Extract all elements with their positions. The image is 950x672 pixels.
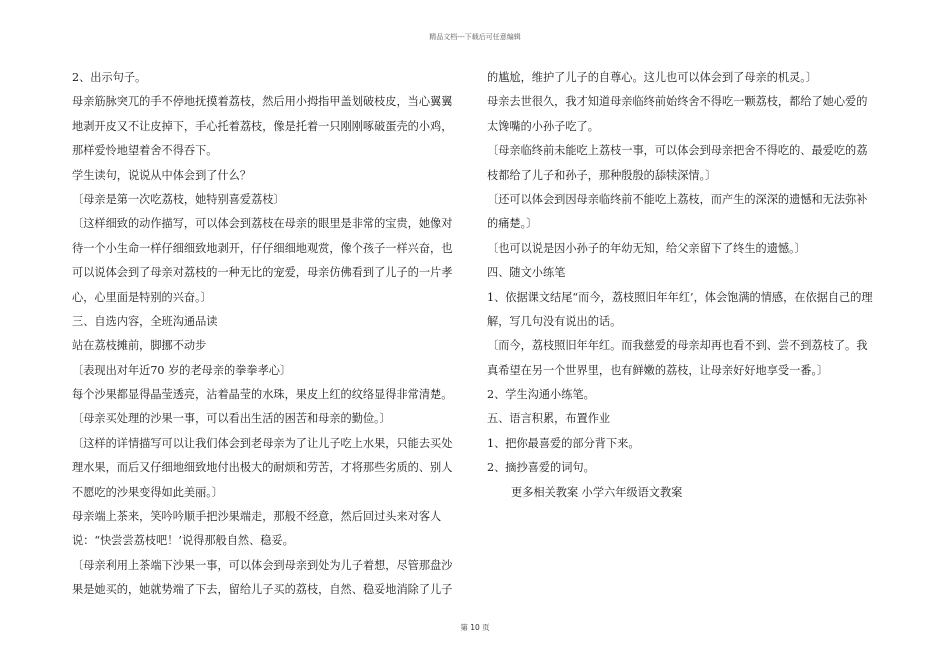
text-line: 五、语言积累，布置作业 [487,412,611,426]
text-line: 〔母亲利用上茶端下沙果一事，可以体会到母亲到处为儿子着想，尽管那盘沙 [72,558,453,572]
page-header: 精品文档---下载后可任意编辑 [429,33,521,41]
text-line: 母亲筋脉突兀的手不停地抚摸着荔枝，然后用小拇指甲盖划破枝皮，当心翼翼 [72,95,453,109]
text-line: 的痛楚。〕 [487,217,538,231]
text-line: 〔而今，荔枝照旧年年红。而我慈爱的母亲却再也看不到、尝不到荔枝了。我 [487,339,868,353]
text-line: 解，写几句没有说出的话。 [487,314,622,328]
text-line: 〔也可以说是因小孙子的年幼无知，给父亲留下了终生的遗憾。〕 [487,241,806,255]
text-line: 〔这样的详情描写可以让我们体会到老母亲为了让儿子吃上水果，只能去买处 [72,436,453,450]
left-text-column [72,66,464,603]
text-line: 1、依据课文结尾“而今，荔枝照旧年年红’，体会饱满的情感，在依据自己的理 [487,290,873,304]
text-line: 果是她买的，她就势端了下去，留给儿子买的荔枝，自然、稳妥地消除了儿子 [72,583,453,597]
text-line: 每个沙果都显得晶莹透亮，沾着晶莹的水珠，果皮上红的纹络显得非常清楚。 [72,388,453,402]
text-line: 可以说体会到了母亲对荔枝的一种无比的宠爱，母亲仿佛看到了儿子的一片孝 [72,266,453,280]
text-line: 2、学生沟通小练笔。 [487,388,595,402]
text-line: 待一个小生命一样仔细细致地剥开，仔仔细细地观赏，像个孩子一样兴奋，也 [72,241,453,255]
page-number: 第 10 页 [460,623,490,632]
text-line: 〔母亲是第一次吃荔枝，她特别喜爱荔枝〕 [72,192,285,206]
text-line: 2、摘抄喜爱的词句。 [487,461,595,475]
text-line: 心，心里面是特别的兴奋。〕 [72,290,212,304]
text-line: 四、随文小练笔 [487,266,566,280]
text-line: 〔母亲临终前未能吃上荔枝一事，可以体会到母亲把舍不得吃的、最爱吃的荔 [487,144,868,158]
text-line: 地剥开皮又不让皮掉下，手心托着荔枝，像是托着一只刚刚啄破蛋壳的小鸡， [72,119,453,133]
text-line: 2、出示句子。 [72,71,147,84]
text-line: 不愿吃的沙果变得如此美丽。〕 [72,485,224,499]
text-line: 母亲去世很久，我才知道母亲临终前始终舍不得吃一颗荔枝，都给了她心爱的 [487,95,868,109]
right-text-column [487,66,883,505]
text-line: 母亲端上茶来，笑吟吟顺手把沙果端走，那般不经意，然后回过头来对客人 [72,510,442,524]
text-line: 〔表现出对年近70 岁的老母亲的拳拳孝心〕 [72,363,292,377]
text-line: 站在荔枝摊前，脚挪不动步 [72,339,207,353]
text-line: 〔这样细致的动作描写，可以体会到荔枝在母亲的眼里是非常的宝贵，她像对 [72,217,453,231]
text-line: 太馋嘴的小孙子吃了。 [487,119,599,133]
text-line: 1、把你最喜爱的部分背下来。 [487,436,640,450]
text-line: 更多相关教案 小学六年级语文教案 [511,485,683,499]
text-line: 理水果，而后又仔细地细致地付出极大的耐烦和劳苦，才将那些劣质的、别人 [72,461,453,475]
text-line: 那样爱怜地望着舍不得吞下。 [72,144,218,158]
text-line: 〔母亲买处理的沙果一事，可以看出生活的困苦和母亲的勤俭。〕 [72,412,391,426]
text-line: 真希望在另一个世界里，也有鲜嫩的荔枝，让母亲好好地享受一番。〕 [487,363,829,377]
text-line: 说：“快尝尝荔枝吧！’说得那般自然、稳妥。 [72,534,294,548]
text-line: 的尴尬，维护了儿子的自尊心。这儿也可以体会到了母亲的机灵。〕 [487,71,818,84]
text-line: 枝都给了儿子和孙子，那种殷殷的舔犊深情。〕 [487,168,717,182]
text-line: 学生读句，说说从中体会到了什么？ [72,168,252,182]
text-line: 三、自选内容，全班沟通品读 [72,314,218,328]
text-line: 〔还可以体会到因母亲临终前不能吃上荔枝，而产生的深深的遗憾和无法弥补 [487,192,868,206]
